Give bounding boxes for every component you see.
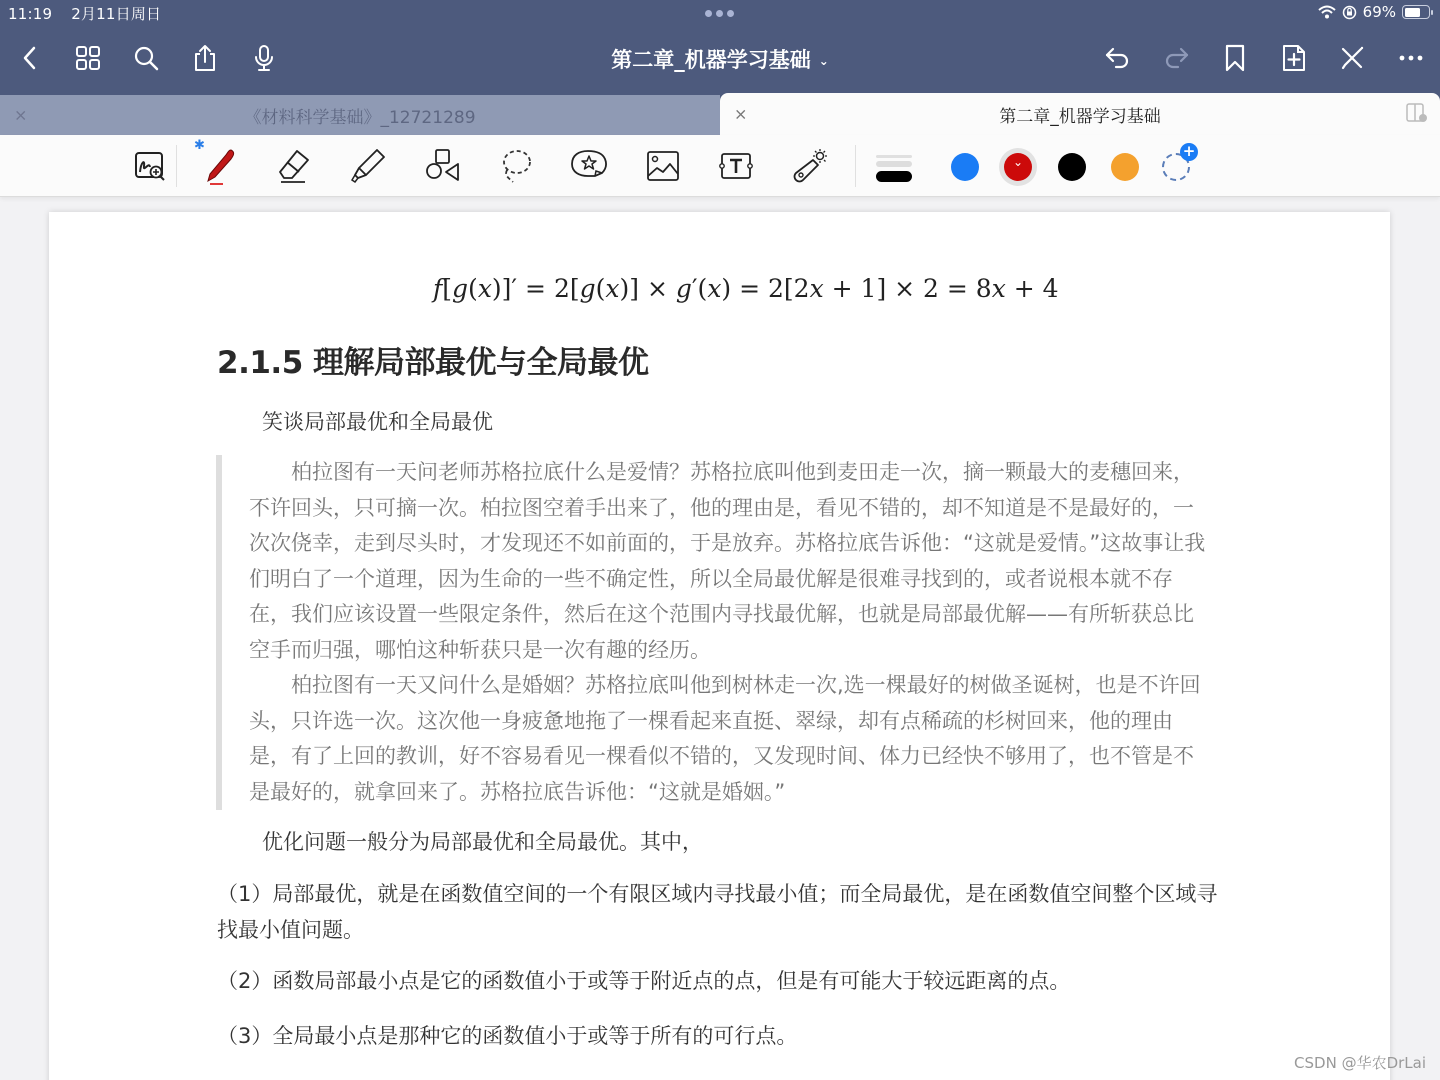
grid-view-button[interactable] — [70, 40, 106, 76]
text-box-tool[interactable] — [714, 144, 758, 188]
microphone-button[interactable] — [246, 40, 282, 76]
highlighter-tool[interactable] — [346, 144, 390, 188]
back-button[interactable] — [12, 40, 48, 76]
bluetooth-icon: ✱ — [194, 138, 205, 153]
pen-tool[interactable] — [194, 138, 242, 188]
share-button[interactable] — [187, 40, 223, 76]
multitasking-dots-icon[interactable] — [705, 10, 734, 17]
annotation-toolbar — [0, 135, 1440, 197]
microphone-icon — [249, 43, 279, 73]
text-box-icon — [717, 147, 755, 185]
lasso-icon — [497, 147, 535, 185]
toolbar-divider — [855, 145, 856, 187]
undo-icon — [1103, 43, 1133, 73]
battery-percent: 69% — [1362, 3, 1396, 21]
stroke-width-picker[interactable] — [876, 155, 912, 187]
redo-button[interactable] — [1158, 40, 1194, 76]
section-heading: 2.1.5 理解局部最优与全局最优 — [217, 345, 649, 381]
wifi-icon — [1318, 5, 1336, 19]
bookmark-button[interactable] — [1217, 40, 1253, 76]
quote-paragraph: 柏拉图有一天又问什么是婚姻？苏格拉底叫他到树林走一次,选一棵最好的树做圣诞树，也是不许回头，只许选一次。这次他一身疲惫地拖了一棵看起来直挺、翠绿，却有点稀疏的杉树回来，他的理由是，有了上回的教训，好不容易看见一棵看似不错的，又发现时间、体力已经快不够用了，也不管是不是最好的，就拿回来了。苏格拉底告诉他：“这就是婚姻。” — [249, 673, 1201, 804]
split-view-icon[interactable] — [1406, 103, 1428, 123]
more-icon — [1396, 43, 1426, 73]
color-swatch-black[interactable] — [1058, 153, 1086, 181]
search-button[interactable] — [128, 40, 164, 76]
laser-pointer-icon — [791, 147, 829, 185]
search-icon — [131, 43, 161, 73]
point-3: （3）全局最小点是那种它的函数值小于或等于所有的可行点。 — [217, 1024, 798, 1048]
shapes-icon — [423, 147, 461, 185]
color-swatch-blue[interactable] — [951, 153, 979, 181]
toolbar-divider — [176, 145, 177, 187]
watermark: CSDN @华农DrLai — [1294, 1054, 1426, 1072]
orientation-lock-icon — [1342, 5, 1357, 20]
eraser-icon — [275, 147, 313, 185]
quote-paragraph: 柏拉图有一天问老师苏格拉底什么是爱情？苏格拉底叫他到麦田走一次，摘一颗最大的麦穗回来，不许回头，只可摘一次。柏拉图空着手出来了，他的理由是，看见不错的，却不知道是不是最好的，一次次侥幸，走到尽头时，才发现还不如前面的，于是放弃。苏格拉底告诉他：“这就是爱情。”这故事让我们明白了一个道理，因为生命的一些不确定性，所以全局最优解是很难寻找到的，或者说根本就不存在，我们应该设置一些限定条件，然后在这个范围内寻找最优解，也就是局部最优解——有所斩获总比空手而归强，哪怕这种斩获只是一次有趣的经历。 — [249, 460, 1206, 662]
subtitle: 笑谈局部最优和全局最优 — [262, 410, 493, 434]
add-color-button[interactable] — [1162, 142, 1196, 181]
share-icon — [190, 43, 220, 73]
tab-bar — [0, 93, 1440, 135]
chevron-down-icon: ⌄ — [818, 54, 829, 68]
more-button[interactable] — [1393, 40, 1429, 76]
status-date: 2月11日周日 — [71, 5, 162, 23]
math-formula: f[g(x)]′ = 2[g(x)] × g′(x) = 2[2x + 1] × 2 = 8x + 4 — [433, 274, 1059, 303]
document-title-text: 第二章_机器学习基础 — [611, 48, 811, 72]
image-icon — [644, 147, 682, 185]
bookmark-icon — [1220, 43, 1250, 73]
close-tab-icon[interactable]: × — [14, 105, 28, 125]
document-title-button[interactable] — [611, 48, 829, 72]
laser-pointer-tool[interactable] — [788, 144, 832, 188]
sticker-icon — [570, 147, 608, 185]
pen-cancel-button[interactable] — [1334, 40, 1370, 76]
status-bar-right — [1318, 3, 1430, 21]
status-time: 11:19 — [8, 5, 53, 23]
highlighter-icon — [349, 147, 387, 185]
color-swatch-orange[interactable] — [1111, 153, 1139, 181]
pen-cancel-icon — [1337, 43, 1367, 73]
point-2: （2）函数局部最小点是它的函数值小于或等于附近点的点，但是有可能大于较远距离的点。 — [217, 969, 1071, 993]
undo-button[interactable] — [1100, 40, 1136, 76]
tab-label: 第二章_机器学习基础 — [999, 106, 1161, 127]
blockquote — [216, 455, 1206, 810]
intro-paragraph: 优化问题一般分为局部最优和全局最优。其中， — [262, 830, 703, 854]
eraser-tool[interactable] — [272, 144, 316, 188]
plus-icon: + — [1180, 143, 1198, 161]
point-1: （1）局部最优，就是在函数值空间的一个有限区域内寻找最小值；而全局最优，是在函数值空间整个区域寻找最小值问题。 — [217, 882, 1218, 942]
tab-materials-science[interactable] — [0, 95, 720, 135]
tab-label: 《材料科学基础》_12721289 — [244, 107, 476, 128]
document-page[interactable] — [49, 212, 1390, 1080]
color-swatch-red[interactable] — [1004, 153, 1032, 181]
tab-chapter-two[interactable] — [720, 93, 1440, 135]
sticker-tool[interactable] — [567, 144, 611, 188]
add-page-button[interactable] — [1276, 40, 1312, 76]
top-bar — [0, 0, 1440, 95]
zoom-writing-tool[interactable] — [128, 144, 172, 188]
back-icon — [15, 43, 45, 73]
grid-icon — [73, 43, 103, 73]
status-bar-left — [8, 3, 175, 24]
image-tool[interactable] — [641, 144, 685, 188]
battery-icon — [1402, 5, 1430, 19]
redo-icon — [1161, 43, 1191, 73]
zoom-writing-icon — [131, 147, 169, 185]
close-tab-icon[interactable]: × — [734, 104, 748, 124]
add-page-icon — [1279, 43, 1309, 73]
pen-icon — [201, 147, 239, 185]
lasso-tool[interactable] — [494, 144, 538, 188]
shapes-tool[interactable] — [420, 144, 464, 188]
